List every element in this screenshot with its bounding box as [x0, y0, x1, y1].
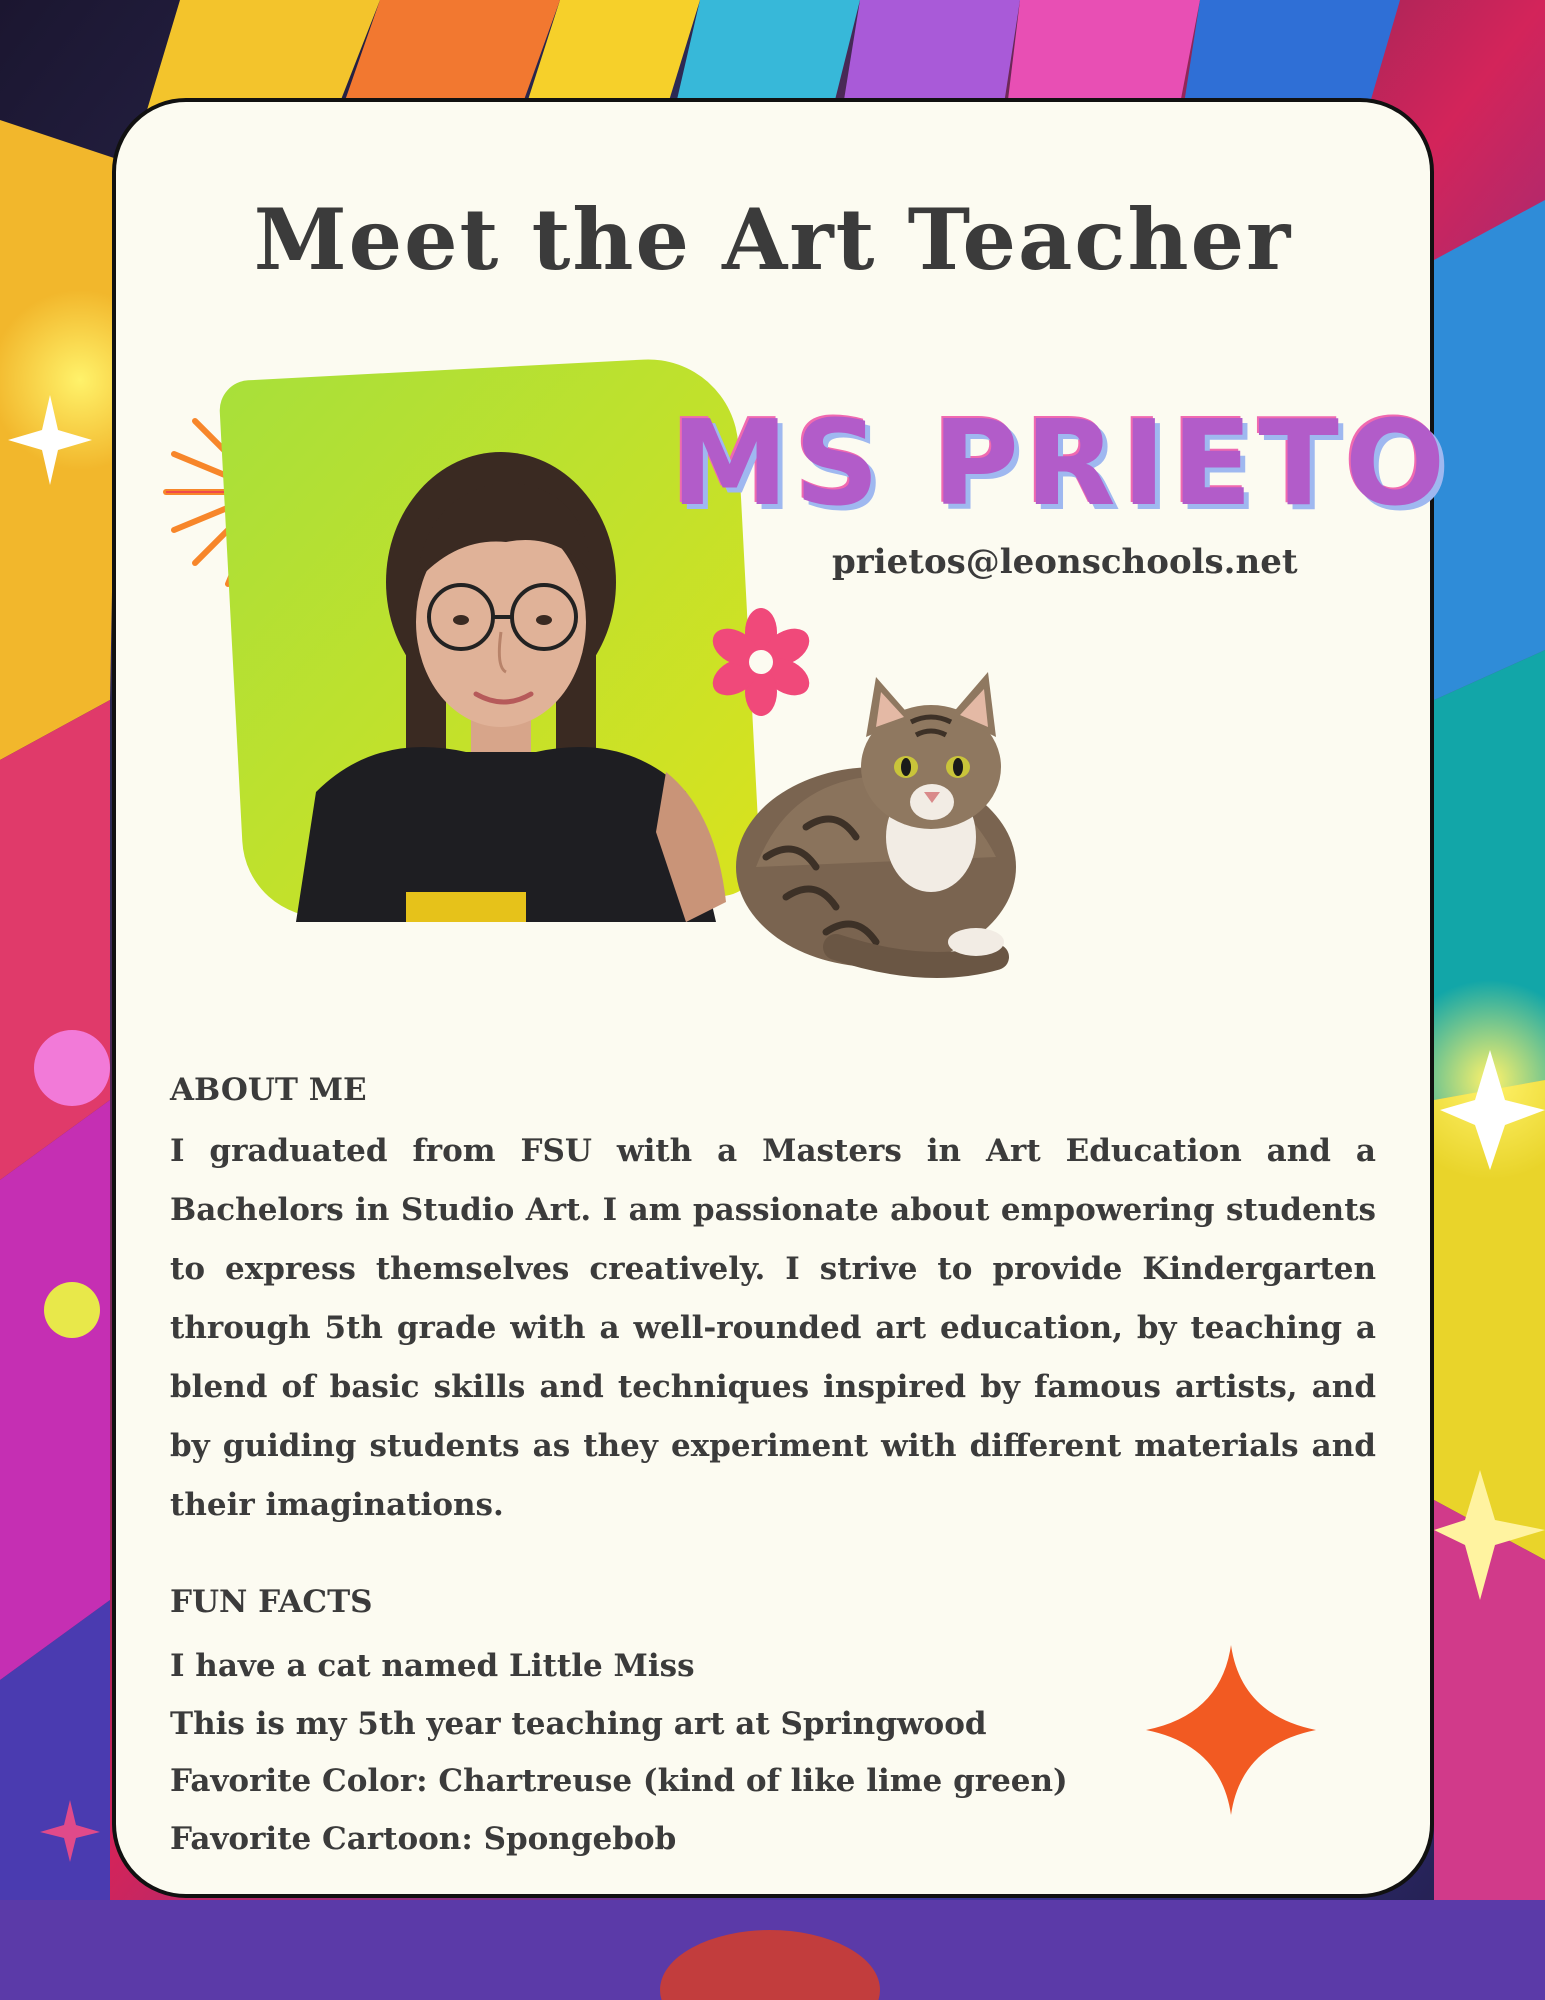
teacher-portrait [256, 432, 736, 922]
about-heading: ABOUT ME [170, 1072, 367, 1108]
content-card [112, 98, 1452, 1898]
list-item: Favorite Cartoon: Spongebob [170, 1820, 677, 1857]
page-title: Meet the Art Teacher [253, 190, 1293, 289]
cat-photo [726, 657, 1046, 987]
teacher-name: MS PRIETO [671, 394, 1452, 532]
about-paragraph: I graduated from FSU with a Masters in Art Education and a Bachelors in Studio Art. I am passionate about empowering students to express themselves creatively. I strive to provide Kindergarten through 5th grade with a well-rounded art education, by teaching a blend of basic skills and techniques inspired by famous artists, and by guiding students as they experiment with different materials and their imaginations. [170, 1133, 1376, 1523]
list-item: Favorite Color: Chartreuse (kind of like lime green) [170, 1763, 1068, 1799]
fun-facts-list [170, 1638, 1068, 1868]
teacher-email-link[interactable]: prietos@leonschools.net [832, 542, 1298, 582]
fun-facts-heading: FUN FACTS [170, 1584, 373, 1620]
list-item: I have a cat named Little Miss [170, 1648, 695, 1684]
list-item: This is my 5th year teaching art at Springwood [170, 1705, 987, 1742]
sparkle-star-icon [1146, 1645, 1316, 1815]
